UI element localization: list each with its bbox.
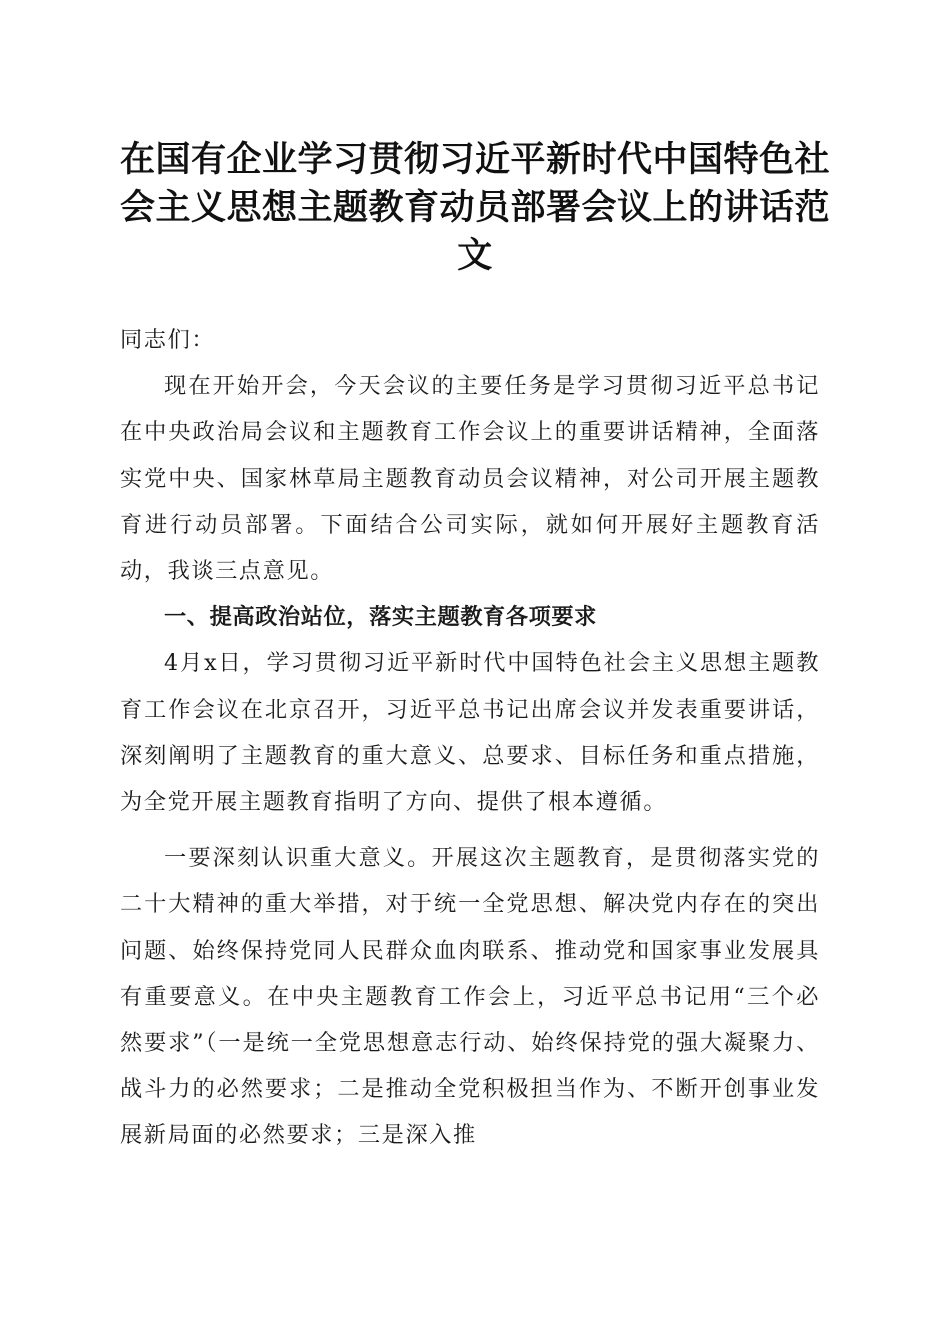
- salutation: 同志们：: [120, 327, 216, 353]
- title-line: 在国有企业学习贯彻习近平新时代中国特色社: [119, 139, 830, 180]
- section-heading: 一、提高政治站位，落实主题教育各项要求: [164, 604, 597, 631]
- title-line: 文: [457, 235, 493, 276]
- paragraph: 4月x日，学习贯彻习近平新时代中国特色社会主义思想主题教育工作会议在北京召开，习近平总书记出席会议并发表重要讲话，深刻阐明了主题教育的重大意义、总要求、目标任务和重点措施，为全党开展主题教育指明了方向、提供了根本遵循。: [120, 650, 820, 816]
- paragraph: 一要深刻认识重大意义。开展这次主题教育，是贯彻落实党的二十大精神的重大举措，对于统一全党思想、解决党内存在的突出问题、始终保持党同人民群众血肉联系、推动党和国家事业发展具有重要意义。在中央主题教育工作会上，习近平总书记用“三个必然要求”（一是统一全党思想意志行动、始终保持党的强大凝聚力、战斗力的必然要求；二是推动全党积极担当作为、不断开创事业发展新局面的必然要求；三是深入推: [120, 845, 820, 1149]
- title-line: 会主义思想主题教育动员部署会议上的讲话范: [119, 187, 830, 228]
- document-title: [110, 136, 840, 280]
- document-body: [120, 317, 820, 1159]
- paragraph-intro: 现在开始开会，今天会议的主要任务是学习贯彻习近平总书记在中央政治局会议和主题教育工作会议上的重要讲话精神，全面落实党中央、国家林草局主题教育动员会议精神，对公司开展主题教育进行动员部署。下面结合公司实际，就如何开展好主题教育活动，我谈三点意见。: [120, 373, 820, 585]
